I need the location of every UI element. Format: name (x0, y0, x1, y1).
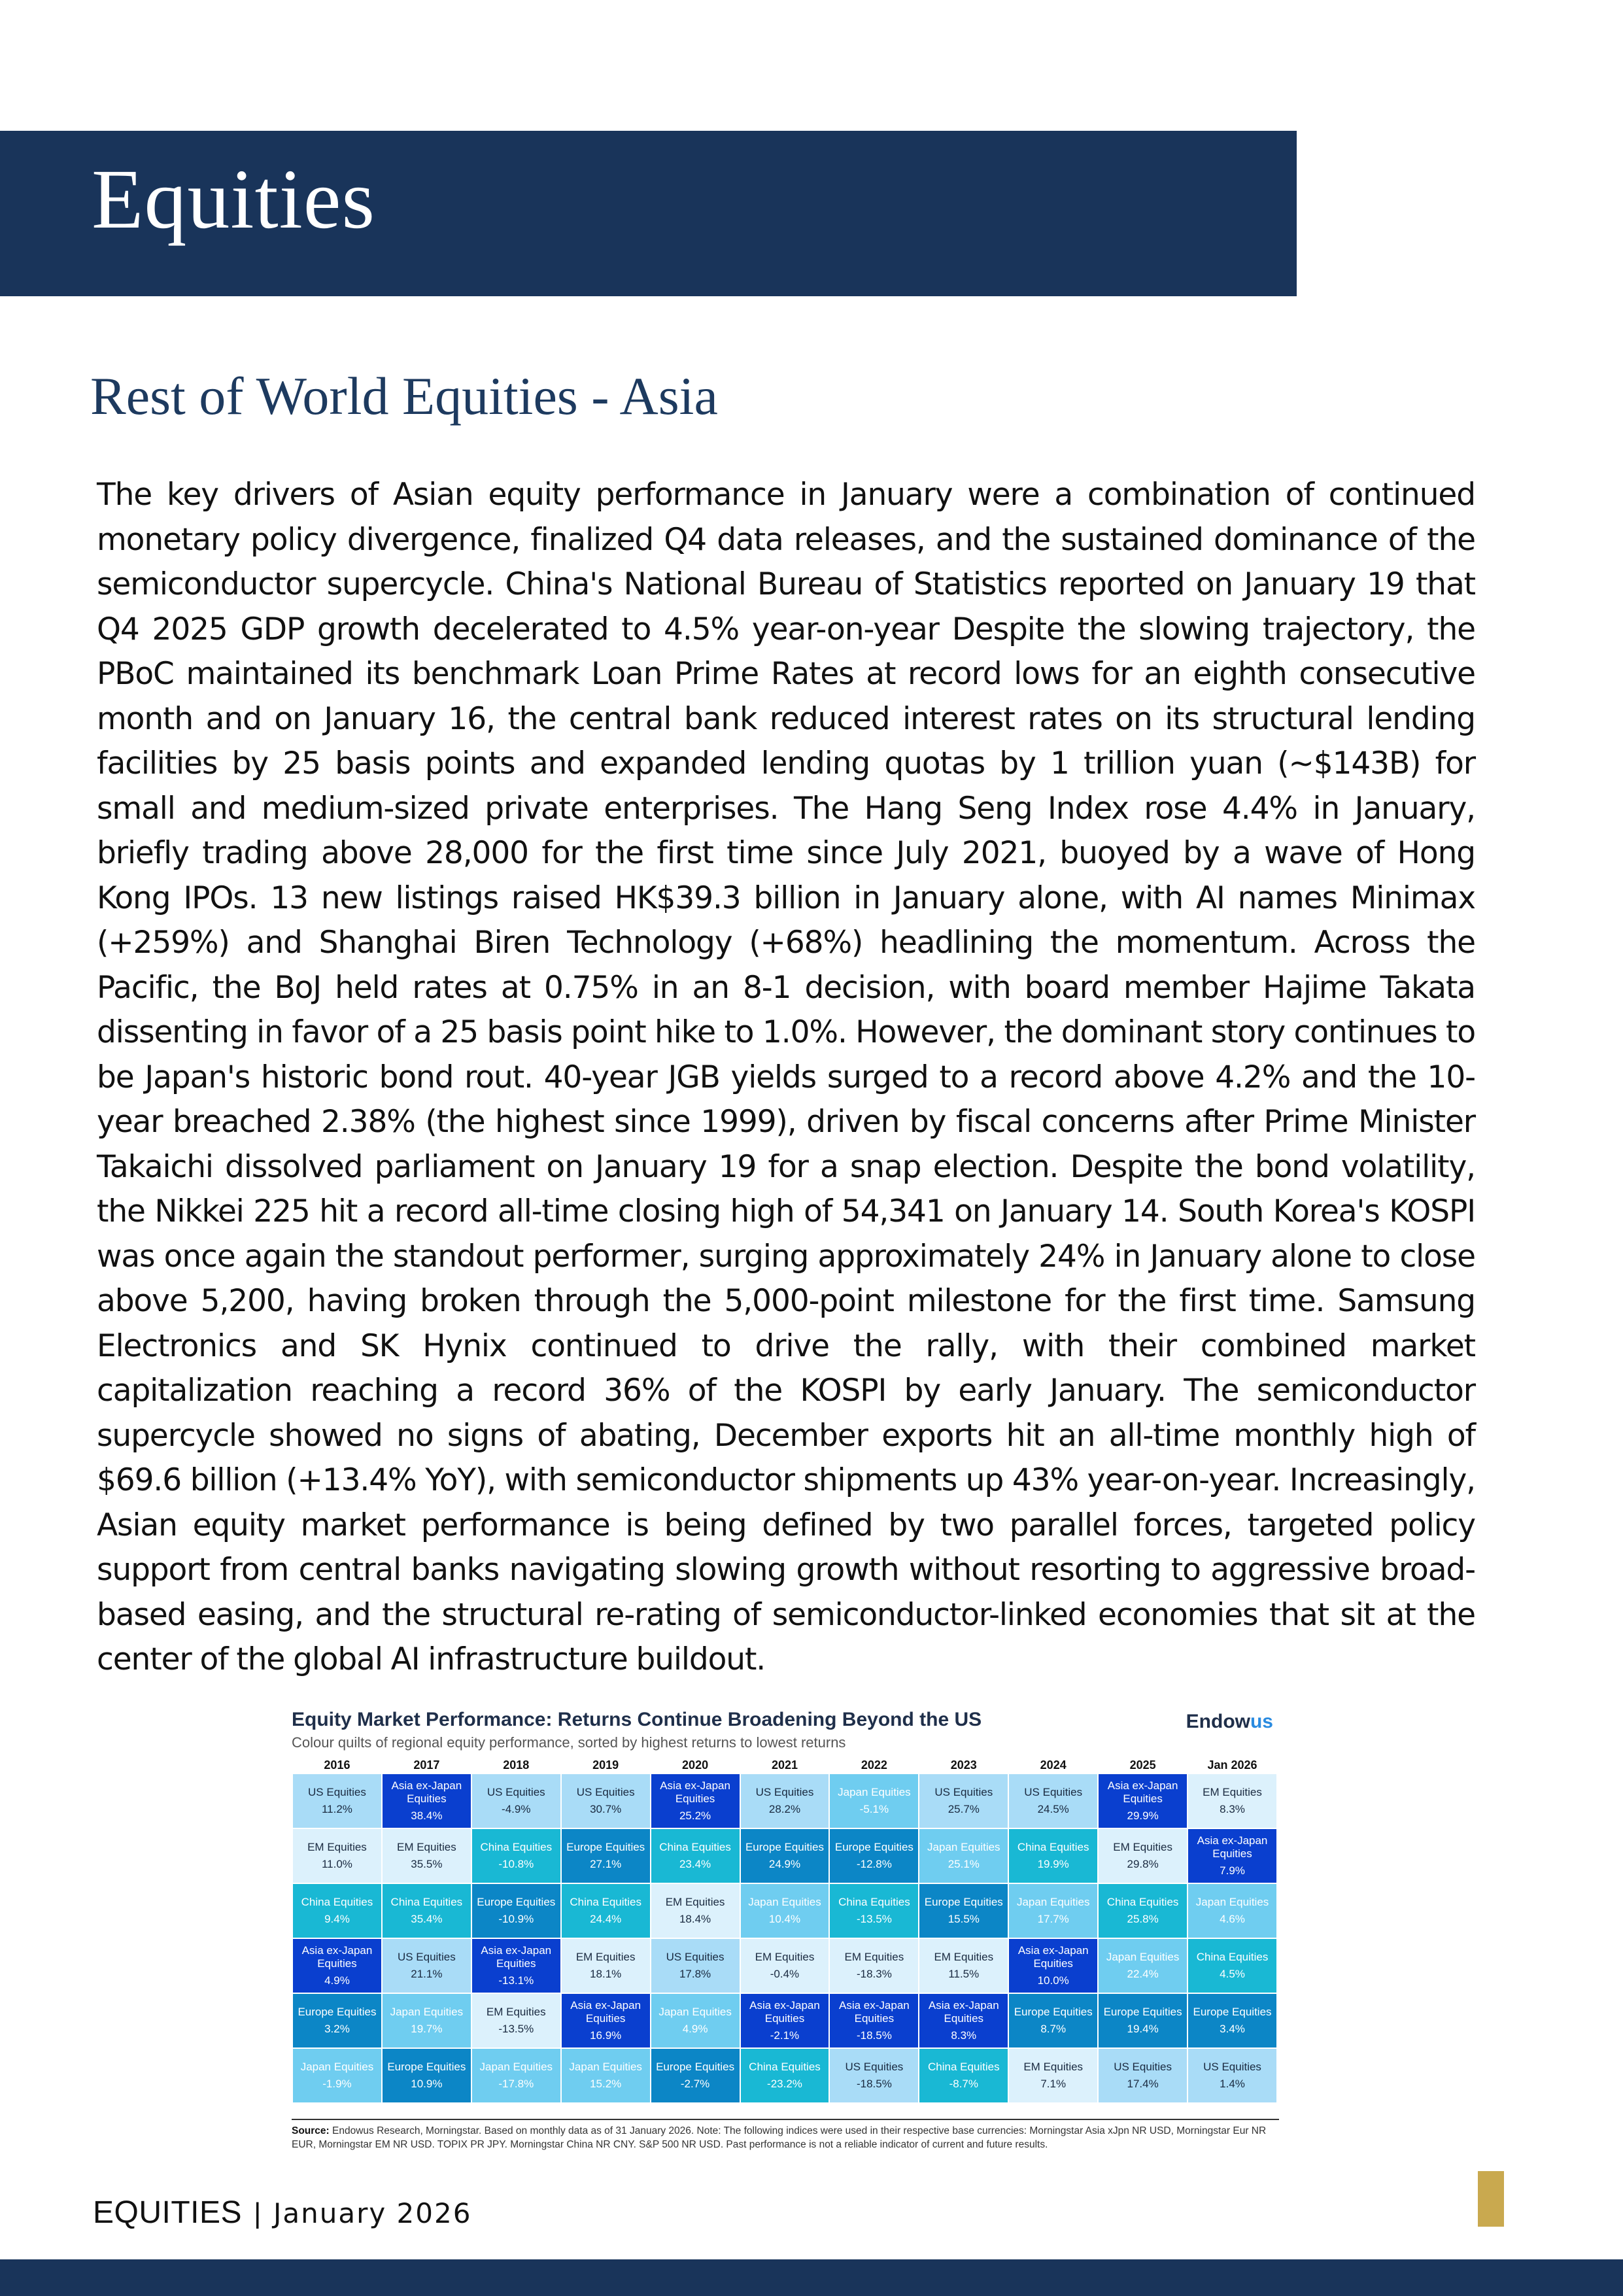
quilt-cell-value: 19.4% (1127, 2023, 1159, 2035)
quilt-cell (293, 1994, 381, 2048)
quilt-cell-label: EM Equities (755, 1951, 815, 1963)
quilt-cell (562, 1939, 650, 1993)
quilt-cell (293, 1884, 381, 1938)
quilt-cell-value: 3.2% (324, 2023, 350, 2035)
quilt-cell-label: China Equities (749, 2061, 821, 2073)
quilt-cell-label: Japan Equities (390, 2006, 464, 2018)
quilt-cell-value: 1.4% (1220, 2078, 1245, 2090)
quilt-cell (383, 1884, 471, 1938)
quilt-cell-label: Asia ex-Japan Equities (660, 1779, 730, 1805)
quilt-cell (472, 1829, 560, 1883)
section-title: Rest of World Equities - Asia (90, 366, 718, 426)
quilt-cell-value: 9.4% (324, 1913, 350, 1925)
source-label: Source: (292, 2125, 330, 2136)
quilt-cell-label: Japan Equities (1106, 1951, 1180, 1963)
quilt-cell-label: Asia ex-Japan Equities (928, 1999, 999, 2025)
footer-date: January 2026 (273, 2197, 472, 2229)
logo-accent-text: us (1250, 1711, 1273, 1732)
quilt-cell-value: 8.3% (1220, 1803, 1245, 1815)
quilt-cell (1009, 1774, 1097, 1828)
quilt-cell-value: -5.1% (859, 1803, 889, 1815)
quilt-cell-label: US Equities (845, 2061, 904, 2073)
quilt-cell-value: 8.3% (951, 2029, 977, 2042)
quilt-cell-value: -13.5% (498, 2023, 534, 2035)
quilt-cell-value: 17.8% (679, 1968, 711, 1980)
quilt-cell (1009, 1994, 1097, 2048)
quilt-cell-value: 7.1% (1040, 2078, 1067, 2090)
quilt-cell-label: EM Equities (844, 1951, 904, 1963)
quilt-year-header: 2022 (861, 1758, 887, 1772)
quilt-cell-value: -2.7% (680, 2078, 710, 2090)
quilt-cell-value: 30.7% (590, 1803, 622, 1815)
quilt-cell (651, 1994, 740, 2048)
quilt-cell (562, 2049, 650, 2102)
quilt-cell-label: Europe Equities (656, 2061, 735, 2073)
quilt-cell-value: -4.9% (502, 1803, 531, 1815)
quilt-cell (741, 1884, 829, 1938)
quilt-cell-label: Europe Equities (298, 2006, 377, 2018)
quilt-cell (1009, 2049, 1097, 2102)
quilt-rank-row (293, 1774, 1276, 1828)
quilt-cell-value: 11.0% (321, 1858, 352, 1870)
quilt-cell-value: 19.7% (411, 2023, 443, 2035)
quilt-cell-label: EM Equities (575, 1951, 636, 1963)
quilt-cell (830, 2049, 918, 2102)
quilt-cell-value: 23.4% (679, 1858, 711, 1870)
quilt-cell (1188, 1774, 1276, 1828)
quilt-cell-label: Asia ex-Japan Equities (570, 1999, 641, 2025)
endowus-logo (1186, 1711, 1273, 1733)
quilt-cell (383, 1939, 471, 1993)
quilt-cell (383, 1994, 471, 2048)
logo-main-text: Endow (1186, 1711, 1250, 1732)
quilt-cell (741, 2049, 829, 2102)
quilt-cell-label: EM Equities (307, 1841, 367, 1853)
quilt-cell-value: 25.7% (948, 1803, 980, 1815)
quilt-cell-value: 18.4% (679, 1913, 711, 1925)
footer (93, 2195, 471, 2231)
quilt-cell-value: 4.9% (324, 1974, 350, 1987)
quilt-cell (651, 1774, 740, 1828)
quilt-cell-value: 17.4% (1127, 2078, 1159, 2090)
quilt-cell (1009, 1884, 1097, 1938)
quilt-cell-label: EM Equities (1203, 1786, 1262, 1798)
quilt-cell-label: Europe Equities (1193, 2006, 1272, 2018)
quilt-cell-value: 24.9% (768, 1858, 801, 1870)
quilt-cell (919, 1774, 1008, 1828)
quilt-cell (919, 1939, 1008, 1993)
quilt-cell-label: China Equities (927, 2061, 1000, 2073)
quilt-rank-row (293, 1884, 1276, 1938)
quilt-cell-label: US Equities (755, 1786, 814, 1798)
quilt-cell-value: 19.9% (1037, 1858, 1069, 1870)
quilt-cell (919, 1994, 1008, 2048)
quilt-cell-label: EM Equities (486, 2006, 546, 2018)
quilt-cell-value: 22.4% (1127, 1968, 1159, 1980)
quilt-cell-label: Asia ex-Japan Equities (749, 1999, 820, 2025)
quilt-cell-value: 10.4% (768, 1913, 801, 1925)
quilt-cell (472, 2049, 560, 2102)
quilt-year-header: 2017 (413, 1758, 440, 1772)
quilt-cell-label: Japan Equities (1016, 1896, 1090, 1908)
quilt-cell (741, 1774, 829, 1828)
quilt-cell-value: 11.2% (321, 1803, 352, 1815)
quilt-cell-value: 25.1% (948, 1858, 980, 1870)
bottom-band (0, 2259, 1623, 2296)
quilt-cell-label: US Equities (397, 1951, 456, 1963)
quilt-cell-label: US Equities (1114, 2061, 1172, 2073)
quilt-cell-label: Europe Equities (477, 1896, 556, 1908)
quilt-cell (383, 1774, 471, 1828)
quilt-cell-value: 3.4% (1220, 2023, 1245, 2035)
quilt-cell-label: EM Equities (1113, 1841, 1172, 1853)
quilt-cell-value: 21.1% (411, 1968, 443, 1980)
quilt-cell-label: US Equities (487, 1786, 545, 1798)
quilt-cell (830, 1994, 918, 2048)
quilt-cell (830, 1884, 918, 1938)
quilt-cell (651, 1939, 740, 1993)
quilt-cell-label: EM Equities (397, 1841, 456, 1853)
quilt-cell-label: China Equities (570, 1896, 641, 1908)
quilt-cell-label: Japan Equities (479, 2061, 553, 2073)
quilt-cell-value: -10.8% (498, 1858, 534, 1870)
figure-source-note (292, 2119, 1279, 2151)
quilt-cell-value: 4.6% (1220, 1913, 1245, 1925)
quilt-cell (1099, 2049, 1187, 2102)
quilt-cell (830, 1829, 918, 1883)
quilt-cell-label: Asia ex-Japan Equities (1197, 1834, 1268, 1860)
quilt-cell-value: -12.8% (856, 1858, 892, 1870)
body-paragraph: The key drivers of Asian equity performance in January were a combination of continued monetary policy divergence, finalized Q4 data releases, and the sustained dominance of the semiconductor supercycle. China's National Bureau of Statistics reported on January 19 that Q4 2025 GDP growth decelerated to 4.5% year-on-year Despite the slowing trajectory, the PBoC maintained its benchmark Loan Prime Rates at record lows for an eighth consecutive month and on January 16, the central bank reduced interest rates on its structural lending facilities by 25 basis points and expanded lending quotas by 1 trillion yuan (~$143B) for small and medium-sized private enterprises. The Hang Seng Index rose 4.4% in January, briefly trading above 28,000 for the first time since July 2021, buoyed by a wave of Hong Kong IPOs. 13 new listings raised HK$39.3 billion in January alone, with AI names Minimax (+259%) and Shanghai Biren Technology (+68%) headlining the momentum. Across the Pacific, the BoJ held rates at 0.75% in an 8-1 decision, with board member Hajime Takata dissenting in favor of a 25 basis point hike to 1.0%. However, the dominant story continues to be Japan's historic bond rout. 40-year JGB yields surged to a record above 4.2% and the 10-year breached 2.38% (the highest since 1999), driven by fiscal concerns after Prime Minister Takaichi dissolved parliament on January 19 for a snap election. Despite the bond volatility, the Nikkei 225 hit a record all-time closing high of 54,341 on January 14. South Korea's KOSPI was once again the standout performer, surging approximately 24% in January alone to close above 5,200, having broken through the 5,000-point milestone for the first time. Samsung Electronics and SK Hynix continued to drive the rally, with their combined market capitalization reaching a record 36% of the KOSPI by early January. The semiconductor supercycle showed no signs of abating, December exports hit an all-time monthly high of $69.6 billion (+13.4% YoY), with semiconductor shipments up 43% year-on-year. Increasingly, Asian equity market performance is being defined by two parallel forces, targeted policy support from central banks navigating slowing growth without resorting to aggressive broad-based easing, and the structural re-rating of semiconductor-linked economies that sit at the center of the global AI infrastructure buildout. (97, 477, 1475, 1677)
quilt-cell-label: Europe Equities (566, 1841, 645, 1853)
footer-label: EQUITIES (93, 2195, 243, 2230)
quilt-cell-value: -13.1% (498, 1974, 534, 1987)
footer-separator: | (254, 2197, 262, 2229)
quilt-cell-label: Japan Equities (927, 1841, 1000, 1853)
quilt-cell-label: Japan Equities (1195, 1896, 1269, 1908)
quilt-year-header: 2018 (503, 1758, 530, 1772)
quilt-cell (383, 2049, 471, 2102)
quilt-cell-value: 15.5% (948, 1913, 980, 1925)
quilt-cell-label: Japan Equities (838, 1786, 911, 1798)
quilt-cell (1099, 1884, 1187, 1938)
quilt-cell (919, 2049, 1008, 2102)
quilt-year-header: 2021 (771, 1758, 798, 1772)
quilt-cell-value: 11.5% (948, 1968, 980, 1980)
quilt-cell (562, 1829, 650, 1883)
quilt-cell-label: Japan Equities (658, 2006, 732, 2018)
quilt-cell (1188, 1884, 1276, 1938)
quilt-cell-label: Japan Equities (748, 1896, 821, 1908)
quilt-cell-value: 15.2% (590, 2078, 622, 2090)
quilt-cell (1188, 1994, 1276, 2048)
quilt-cell-value: -13.5% (856, 1913, 892, 1925)
quilt-cell-value: 35.5% (411, 1858, 443, 1870)
quilt-cell-label: Japan Equities (569, 2061, 642, 2073)
quilt-cell (1099, 1994, 1187, 2048)
quilt-cell (1188, 1939, 1276, 1993)
quilt-cell-value: -23.2% (767, 2078, 802, 2090)
quilt-cell-value: 35.4% (411, 1913, 443, 1925)
quilt-cell (293, 1939, 381, 1993)
source-text: Endowus Research, Morningstar. Based on monthly data as of 31 January 2026. Note: The following indices were used in their respective base currencies: Morningstar Asia xJpn NR USD, Morningstar Eur NR EUR, Morningstar EM NR USD. TOPIX PR JPY. Morningstar China NR CNY. S&P 500 NR USD. Past performance is not a reliable indicator of current and future results. (292, 2125, 1267, 2150)
quilt-cell-label: EM Equities (934, 1951, 994, 1963)
quilt-cell (472, 1884, 560, 1938)
quilt-cell-label: Europe Equities (834, 1841, 914, 1853)
quilt-rank-row (293, 1939, 1276, 1993)
quilt-cell-value: -0.4% (770, 1968, 800, 1980)
quilt-cell-label: US Equities (1024, 1786, 1083, 1798)
quilt-cell-value: 25.8% (1127, 1913, 1159, 1925)
quilt-cell-label: Asia ex-Japan Equities (1107, 1779, 1178, 1805)
quilt-cell (830, 1774, 918, 1828)
quilt-year-header: 2020 (682, 1758, 709, 1772)
quilt-cell-value: -17.8% (498, 2078, 534, 2090)
quilt-header-row (293, 1757, 1276, 1773)
quilt-cell-value: 10.9% (411, 2078, 443, 2090)
quilt-cell-label: Europe Equities (1103, 2006, 1182, 2018)
quilt-cell-value: 16.9% (590, 2029, 622, 2042)
quilt-cell-value: -10.9% (498, 1913, 534, 1925)
quilt-rank-row (293, 1994, 1276, 2048)
quilt-cell-label: China Equities (390, 1896, 463, 1908)
quilt-cell-label: US Equities (1203, 2061, 1261, 2073)
quilt-cell-label: Europe Equities (1014, 2006, 1093, 2018)
quilt-cell-label: China Equities (838, 1896, 910, 1908)
quilt-cell (472, 1994, 560, 2048)
quilt-cell-value: 10.0% (1037, 1974, 1069, 1987)
quilt-cell-value: 4.9% (682, 2023, 708, 2035)
quilt-cell-value: 17.7% (1037, 1913, 1069, 1925)
quilt-cell-label: Asia ex-Japan Equities (391, 1779, 462, 1805)
quilt-cell (1188, 1829, 1276, 1883)
quilt-rank-row (293, 1829, 1276, 1883)
quilt-cell (472, 1939, 560, 1993)
quilt-cell-label: Japan Equities (300, 2061, 374, 2073)
quilt-cell-label: Asia ex-Japan Equities (301, 1944, 373, 1970)
quilt-cell-value: -18.5% (856, 2029, 892, 2042)
quilt-cell-value: 27.1% (590, 1858, 622, 1870)
quilt-cell (741, 1829, 829, 1883)
quilt-cell (741, 1939, 829, 1993)
quilt-cell (651, 1829, 740, 1883)
page-marker-bar (1478, 2171, 1504, 2227)
quilt-cell-value: 25.2% (679, 1809, 711, 1822)
quilt-cell (1099, 1774, 1187, 1828)
quilt-cell-value: 24.4% (590, 1913, 622, 1925)
quilt-cell-label: US Equities (934, 1786, 993, 1798)
quilt-year-header: 2016 (324, 1758, 350, 1772)
quilt-cell-value: -8.7% (949, 2078, 978, 2090)
quilt-cell (1099, 1829, 1187, 1883)
quilt-year-header: 2024 (1040, 1758, 1067, 1772)
performance-quilt-figure (288, 1700, 1285, 2168)
quilt-cell-label: China Equities (1017, 1841, 1089, 1853)
quilt-cell-label: China Equities (659, 1841, 731, 1853)
quilt-cell-label: China Equities (1196, 1951, 1269, 1963)
quilt-cell (562, 1774, 650, 1828)
quilt-rank-row (293, 2049, 1276, 2102)
quilt-cell-label: Asia ex-Japan Equities (1017, 1944, 1089, 1970)
quilt-cell-label: China Equities (1106, 1896, 1179, 1908)
quilt-cell-value: -1.9% (322, 2078, 352, 2090)
quilt-cell-label: EM Equities (1023, 2061, 1084, 2073)
quilt-cell-value: 38.4% (411, 1809, 443, 1822)
quilt-cell (651, 2049, 740, 2102)
quilt-cell-label: Europe Equities (745, 1841, 824, 1853)
quilt-cell (383, 1829, 471, 1883)
quilt-year-header: Jan 2026 (1207, 1758, 1257, 1772)
quilt-cell-value: 8.7% (1040, 2023, 1067, 2035)
quilt-cell (1009, 1829, 1097, 1883)
quilt-cell (919, 1884, 1008, 1938)
page-title: Equities (92, 152, 376, 247)
quilt-cell (1188, 2049, 1276, 2102)
quilt-cell-value: -2.1% (770, 2029, 800, 2042)
quilt-cell (562, 1884, 650, 1938)
quilt-cell-value: 7.9% (1220, 1864, 1245, 1877)
quilt-cell-label: China Equities (301, 1896, 373, 1908)
quilt-cell-label: Europe Equities (387, 2061, 466, 2073)
quilt-cell-value: 4.5% (1220, 1968, 1245, 1980)
quilt-cell-value: -18.3% (856, 1968, 892, 1980)
quilt-cell (1009, 1939, 1097, 1993)
quilt-cell (293, 1774, 381, 1828)
quilt-cell (293, 2049, 381, 2102)
quilt-body (293, 1774, 1276, 2102)
quilt-cell (293, 1829, 381, 1883)
figure-title: Equity Market Performance: Returns Continue Broadening Beyond the US (292, 1709, 982, 1730)
quilt-cell-value: -18.5% (856, 2078, 892, 2090)
quilt-cell-label: US Equities (666, 1951, 725, 1963)
quilt-cell (919, 1829, 1008, 1883)
quilt-cell-value: 29.8% (1127, 1858, 1159, 1870)
quilt-cell-value: 24.5% (1037, 1803, 1069, 1815)
quilt-cell-label: Asia ex-Japan Equities (839, 1999, 910, 2025)
quilt-year-header: 2025 (1129, 1758, 1156, 1772)
quilt-cell-value: 29.9% (1127, 1809, 1159, 1822)
quilt-cell (651, 1884, 740, 1938)
quilt-cell (1099, 1939, 1187, 1993)
quilt-cell-label: US Equities (308, 1786, 366, 1798)
quilt-cell-label: Asia ex-Japan Equities (481, 1944, 552, 1970)
quilt-cell-label: Europe Equities (924, 1896, 1003, 1908)
quilt-year-header: 2019 (592, 1758, 619, 1772)
quilt-cell-label: China Equities (480, 1841, 553, 1853)
quilt-cell-value: 18.1% (590, 1968, 622, 1980)
quilt-cell-label: US Equities (576, 1786, 635, 1798)
figure-subtitle: Colour quilts of regional equity performance, sorted by highest returns to lowest returns (292, 1734, 846, 1751)
quilt-cell (562, 1994, 650, 2048)
quilt-year-header: 2023 (950, 1758, 977, 1772)
quilt-cell-label: EM Equities (665, 1896, 725, 1908)
quilt-table (292, 1756, 1278, 2104)
quilt-cell-value: 28.2% (768, 1803, 801, 1815)
quilt-cell (741, 1994, 829, 2048)
quilt-cell (830, 1939, 918, 1993)
quilt-cell (472, 1774, 560, 1828)
